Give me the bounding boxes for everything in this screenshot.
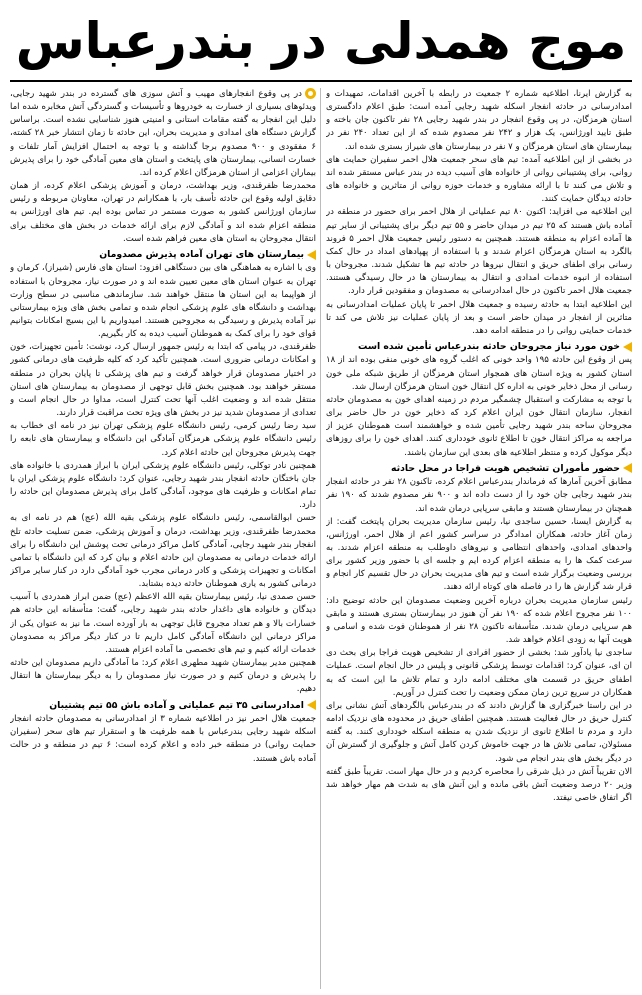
article-paragraph: در این راستا خبرگزاری ها گزارش دادند که در بندرعباس بالگردهای آتش نشانی برای کنترل حریق در حال فعالیت هستند. همچنین اطفای حریق در محدوده های نزدیک ادامه دارد و مردم تا اطلاع ثانوی از نزدیک شدن به منطقه اسکله خودداری کنند. به گفته مسئولان، تمامی تلاش ها در جهت خاموش کردن کامل آتش و جلوگیری از گسترش آن در دیگر بخش های بندر انجام می شود. <box>326 700 632 764</box>
article-paragraph: رئیس سازمان مدیریت بحران درباره آخرین وضعیت مصدومان این حادثه توضیح داد: ۱۰۰ نفر مجروح اعلام شده که ۱۹۰ نفر آن هنوز در بیمارستان بستری هستند و مابقی هم سرپایی درمان شدند. متأسفانه تاکنون ۲۸ نفر از هموطنان فوت شده و اسامی و هویت آنها به زودی اعلام خواهد شد. <box>326 595 632 646</box>
headline-rule <box>10 80 632 82</box>
section-subheading: بیمارستان های تهران آماده پذیرش مصدومان <box>10 248 316 262</box>
article-paragraph: همچنین مدیر بیمارستان شهید مطهری اعلام کرد: ما آمادگی داریم مصدومان این حادثه را پذیرش و درمان کنیم و در صورت نیاز مصدومان را به دیگر بیمارستان ها انتقال دهیم. <box>10 658 316 695</box>
article-paragraph: به گزارش ایسنا، حسین ساجدی نیا، رئیس سازمان مدیریت بحران پایتخت گفت: از زمان آغاز حادثه، همکاران امدادگر در سراسر کشور اعم از هلال احمر، اورژانس، واحدهای امدادی، واحدهای انتظامی و نیروهای داوطلب به منطقه اعزام شدند. به سرعت کمک ها را به منطقه اعزام کرده ایم و جلسه ای با حضور وزیر کشور برای بررسی وضعیت برگزار شده است و تیم های مدیریت بحران در حال تقسیم کار انجام و قرار شد گزارش ها را در فاصله های کوتاه ارائه دهند. <box>326 516 632 593</box>
article-paragraph: این اطلاعیه می افزاید: اکنون ۸۰ تیم عملیاتی از هلال احمر برای حضور در منطقه در آماده باش هستند که ۲۵ تیم در میدان حاضر و ۵۵ تیم دیگر برای پشتیبانی از سایر تیم ها آماده اعزام به منطقه هستند. همچنین به دستور رئیس جمعیت هلال احمر ۵ فروند بالگرد به استان هرمزگان اعزام شدند و با استفاده از پهپادهای امداد در حال کمک رسانی برای اطفای حریق و انتقال نیروها در حادثه تیم ها تشکیل شدند. مجروحان با استفاده از انبوه خدمات امدادی و انتقال به بیمارستان ها در حال رسیدگی هستند. جمعیت هلال احمر تاکنون در حال امدادرسانی به مصدومان و مفقودین قرار دارد. <box>326 207 632 297</box>
article-paragraph: حسن ابوالقاسمی، رئیس دانشگاه علوم پزشکی بقیه الله (عج) هم در نامه ای به محمدرضا ظفرقندی، وزیر بهداشت، درمان و آموزش پزشکی، ضمن تسلیت حادثه تلخ انفجار بندر شهید رجایی، آمادگی کامل مراکز درمانی تحت پوشش این دانشگاه را برای ارائه خدمات درمانی به مصدومان این حادثه اعلام و بیان کرد که این دانشگاه با تمامی امکانات و تجهیزات پزشکی و کادر درمانی مجرب خود آمادگی دارد در کنار سایر مراکز درمانی کشور به یاری هموطنان حادثه دیده بشتابد. <box>10 513 316 590</box>
article-paragraph: جمعیت هلال احمر نیز در اطلاعیه شماره ۳ از امدادرسانی به مصدومان حادثه انفجار اسکله شهید رجایی بندرعباس با همه ظرفیت ها و استقرار تیم های سحر (سفیران حمایت روانی) در منطقه خبر داده و اعلام کرده است: ۶ تیم در منطقه و در حالت آماده باش هستند. <box>10 714 316 764</box>
article-paragraph: در بخشی از این اطلاعیه آمده: تیم های سحر جمعیت هلال احمر سفیران حمایت های روانی، برای پشتیبانی روانی از خانواده های آسیب دیده در بندر عباس مستقر شده اند و تلاش می کنند تا با ارائه مشاوره و خدمات حوزه روانی از متاثرین و خانواده های حادثه دیدگان حمایت کنند. <box>326 154 632 205</box>
triangle-marker-icon <box>307 250 316 260</box>
article-paragraph: وی با اشاره به هماهنگی های بین دستگاهی افزود: استان های فارس (شیراز)، کرمان و تهران به عنوان استان های معین تعیین شده اند و در صورت نیاز، مجروحان با استفاده از هواپیما به این استان ها منتقل خواهند شد. سازماندهی مناسبی در سطح وزارت بهداشت و دانشگاه های علوم پزشکی انجام شده و تمامی بخش های ویژه بیمارستانی نیز آماده پذیرش و رسیدگی به مجروحین هستند. امیدواریم با این بسیج امکانات بتوانیم قوای خود را برای کمک به هموطنان آسیب دیده به کار بگیریم. <box>10 263 316 340</box>
article-column-left <box>326 88 632 991</box>
triangle-marker-icon <box>623 463 632 473</box>
article-paragraph: به گزارش ایرنا، اطلاعیه شماره ۲ جمعیت در رابطه با آخرین اقدامات، تمهیدات و امدادرسانی در حادثه انفجار اسکله شهید رجایی آمده است: طبق اعلام دادگستری استان هرمزگان، در پی وقوع انفجار در بندر شهید رجایی ۲۸ نفر تاکنون جان باخته و طبق تایید اورژانس، یک هزار و ۲۴۲ نفر مصدوم شده که از این تعداد ۲۴۰ نفر در بیمارستان های استان هرمزگان و ۷ نفر در بیمارستان های شیراز بستری شده اند. <box>326 89 632 152</box>
article-paragraph: پس از وقوع این حادثه ۱۹۵ واحد خونی که اغلب گروه های خونی منفی بوده اند از ۱۸ استان کشور به ویژه استان های همجوار استان هرمزگان از طریق شبکه ملی خون رسانی از محل ذخایر خونی به اداره کل انتقال خون استان هرمزگان ارسال شد. <box>326 355 632 392</box>
article-columns <box>10 88 632 991</box>
article-paragraph: سید رضا رئیس کرمی، رئیس دانشگاه علوم پزشکی تهران نیز در نامه ای خطاب به رئیس دانشگاه علوم پزشکی هرمزگان آمادگی این دانشگاه و بیمارستان های تابعه را جهت پذیرش مجروحان این حادثه اعلام کرد. <box>10 421 316 458</box>
article-paragraph: همچنین نادر توکلی، رئیس دانشگاه علوم پزشکی ایران با ابراز همدردی با خانواده های جان باختگان حادثه انفجار بندر شهید رجایی، عنوان کرد: دانشگاه علوم پزشکی ایران با تمام امکانات و ظرفیت های موجود، آمادگی کامل برای پذیرش مصدومان این حادثه را دارد. <box>10 460 316 511</box>
newspaper-logo-icon <box>305 88 316 99</box>
section-subheading: امدادرسانی ۳۵ تیم عملیاتی و آماده باش ۵۵ تیم پشتیبان <box>10 699 316 713</box>
article-paragraph: با توجه به مشارکت و استقبال چشمگیر مردم در زمینه اهدای خون به مصدومان حادثه انفجار، سازمان انتقال خون ایران اعلام کرد که ذخایر خون در حال حاضر برای مجروحان ساحه بندر شهید رجایی تأمین شده و خواهشمند است هموطنان عزیز از مراجعه به مراکز انتقال خون تا اطلاع ثانوی خودداری کنند. اهدای خون را برای روزهای دیگر موکول کرده و منتظر اطلاعیه های بعدی این سازمان باشند. <box>326 394 632 458</box>
section-subheading: خون مورد نیاز مجروحان حادثه بندرعباس تأمین شده است <box>326 340 632 354</box>
article-paragraph: این اطلاعیه ابتدا به حادثه رسیده و جمعیت هلال احمر تا پایان عملیات امدادرسانی به متاثرین از انفجار در میدان حاضر است و بعد از پایان عملیات نیز تلاش می کند تا خدمات حمایتی روانی را در منطقه ادامه دهد. <box>326 299 632 336</box>
section-subheading: حضور مأموران تشخیص هویت فراجا در محل حادثه <box>326 462 632 476</box>
article-paragraph: در پی وقوع انفجارهای مهیب و آتش سوزی های گسترده در بندر شهید رجایی، ویدئوهای بسیاری از خسارت به خودروها و تأسیسات و گستردگی آتش مخابره شده اما دلیل این انفجار به گفته مقامات استانی و امنیتی هنوز شناسایی نشده است. براساس گزارش دستگاه های امدادی و مدیریت بحران، این حادثه تا زمان انتشار خبر ۲۸ کشته، ۶ مفقودی و ۹۰۰ مصدوم برجا گذاشته و با توجه به احتمال افزایش آمار تلفات و خسارت انسانی، بیمارستان های پایتخت و استان های معین آمادگی خود را برای پذیرش بیماران اعزامی از استان هرمزگان اعلام کرده اند. <box>10 89 316 178</box>
article-paragraph: ظفرقندی، در پیامی که ابتدا به رئیس جمهور ارسال کرد، نوشت: تأمین تجهیزات، خون و امکانات درمانی ضروری است. همچنین تأکید کرد که کلیه ظرفیت های درمانی کشور در اختیار مصدومان قرار خواهد گرفت و تیم های پزشکی تا پایان بحران در منطقه مستقر خواهند بود. همچنین بخش قابل توجهی از مصدومان به بیمارستان های استان منتقل شده اند و وضعیت اغلب آنها تحت کنترل است، مداوا در حال انجام است و تعدادی از مصدومان شدید نیز در بخش های ویژه تحت مراقبت قرار دارند. <box>10 342 316 419</box>
article-paragraph: الان تقریباً آتش در ذیل شرقی را محاصره کردیم و در حال مهار است. تقریباً طبق گفته وزیر ۲۰ درصد وضعیت آتش باقی مانده و این آتش های به شدت هم مهار خواهد شد اگر اتفاق خاصی نیفتد. <box>326 766 632 803</box>
article-paragraph: حسن صمدی نیا، رئیس بیمارستان بقیه الله الاعظم (عج) ضمن ابراز همدردی با آسیب دیدگان و خانواده های داغدار حادثه بندر شهید رجایی، گفت: متأسفانه این حادثه هم خسارات بالا و هم تعداد مجروح قابل توجهی به بار آورده است. ما نیز به عنوان یکی از مراکز درمانی این دانشگاه آمادگی کامل داریم تا در کنار دیگر مراکز به مصدومان خدمات ارائه کنیم و تیم های تخصصی ما آماده اعزام هستند. <box>10 592 316 655</box>
triangle-marker-icon <box>623 342 632 352</box>
article-column-right <box>10 88 316 991</box>
page-headline: موج همدلی در بندرعباس <box>15 12 627 70</box>
article-paragraph: محمدرضا ظفرقندی، وزیر بهداشت، درمان و آموزش پزشکی اعلام کرده، از همان دقایق اولیه وقوع این حادثه تأسف بار، با همکارانم در تهران، معاونان مربوطه و رئیس سازمان اورژانس کشور به صورت مستمر در تماس بوده ایم. تیم های اورژانس به منطقه اعزام شده اند و آمادگی لازم برای ارائه خدمات در بخش های مختلف برای انتقال مجروحان به استان های معین فراهم شده است. <box>10 181 316 244</box>
article-paragraph: مطابق آخرین آمارها که فرماندار بندرعباس اعلام کرده، تاکنون ۲۸ نفر در حادثه انفجار بندر شهید رجایی جان خود را از دست داده اند و ۹۰۰ نفر مصدوم شدند که ۱۹۰ نفر همچنان در بیمارستان هستند و مابقی سرپایی درمان شده اند. <box>326 477 632 514</box>
triangle-marker-icon <box>307 700 316 710</box>
article-paragraph: ساجدی نیا یادآور شد: بخشی از حضور افرادی از تشخیص هویت فراجا برای بحث دی ان ای، عنوان کرد: اقدامات توسط پزشکی قانونی و پلیس در حال انجام است. عملیات اطفای حریق در قسمت های مختلف ادامه دارد و تمام تلاش ما این است که به همکاران در سریع ترین زمان ممکن وضعیت را تحت کنترل در آوریم. <box>326 648 632 698</box>
